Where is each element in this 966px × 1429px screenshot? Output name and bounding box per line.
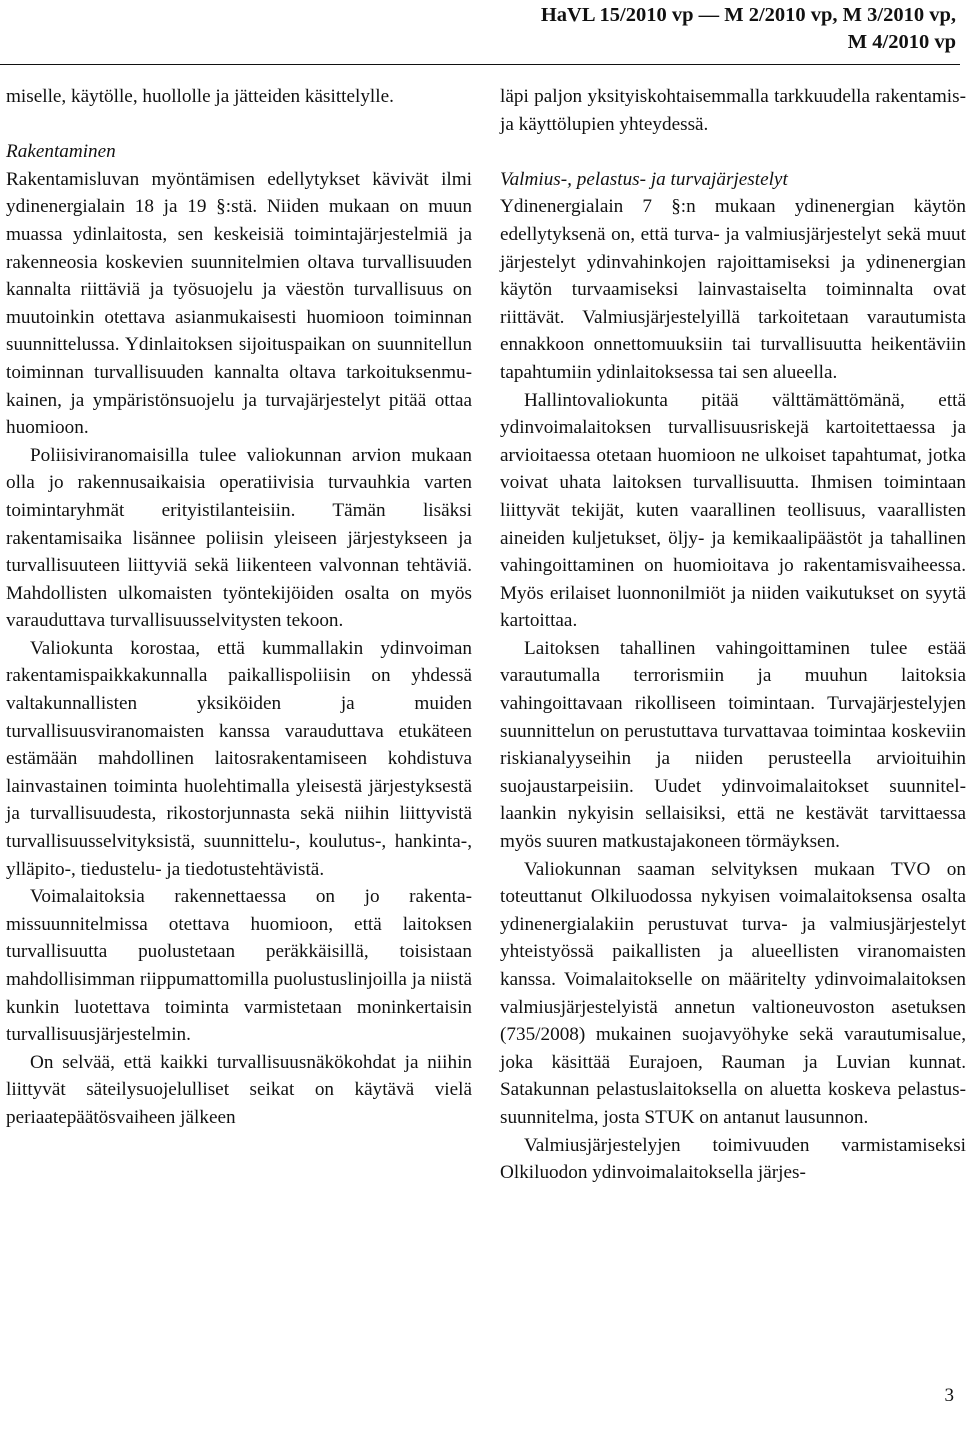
paragraph-poliisiviranomaisilla: Poliisiviranomaisilla tulee valiokunnan arvion mukaan olla jo rakennusaikaisia operatiivisia turvauhkia varten toimintaryhmät erityistilanteisiin. Tämän lisäksi rakentamisaika lisännee poliisin yleiseen järjestykseen ja turvallisuuteen liittyviä sekä liikenteen valvonnan tehtäviä. Mahdollisten ulkomaisten työntekijöiden osalta on myös varauduttava turvallisuusselvitysten tekoon. bbox=[6, 444, 472, 632]
document-header bbox=[396, 2, 956, 56]
paragraph-on-selvaa: On selvää, että kaikki turvallisuusnäkökohdat ja niihin liittyvät säteilysuojelulliset seikat on käytävä vielä periaatepäätösvaiheen jälkeen bbox=[6, 1051, 472, 1128]
paragraph-valiokunnan-saaman: Valiokunnan saaman selvityksen mukaan TVO on toteuttanut Olkiluodossa nykyisen voimalaitoksensa osalta ydinenergialakiin perustuvat turva- ja valmiusjärjestelyt yhteistyössä paikallisten ja alueellisten viranomaisten kanssa. Voimalaitokselle on määritelty ydinvoimalaitoksen valmiusjärjestelyistä annetun valtioneuvoston asetuksen (735/2008) mukainen suojavyöhyke sekä varautumisalue, joka käsittää Eurajoen, Rauman ja Luvian kunnat. Satakunnan pelastuslaitoksella on aluetta koskeva pelastussuunnitelma, josta STUK on antanut lausunnon. bbox=[500, 858, 966, 1128]
paragraph-laitoksen-tahallinen: Laitoksen tahallinen vahingoittaminen tulee estää varautumalla terrorismiin ja muuhun laitoksia vahingoittavaan rikolliseen toimintaan. Turvajärjestelyjen suunnittelun on perustuttava turvattavaa toimintaa koskeviin riskianalyyseihin ja niiden perusteella arvioituihin suojaustarpeisiin. Uudet ydinvoimalaitokset suunnitellaankin nykyisin sellaisiksi, että ne kestävät tarvittaessa myös suuren matkustajakoneen törmäyksen. bbox=[500, 637, 966, 853]
paragraph-hallintovaliokunta: Hallintovaliokunta pitää välttämättömänä, että ydinvoimalaitoksen turvallisuusriskejä kartoitettaessa ja arvioitaessa otetaan huomioon ne ulkoiset tapahtumat, jotka voivat uhata laitoksen turvallisuutta. Ihmisen toimintaan liittyvät tekijät, kuten vaarallinen teollisuus, vaarallisten aineiden kuljetukset, öljy- ja kemikaalipäästöt ja tahallinen vahingoittaminen on huomioitava jo rakentamisvaiheessa. Myös erilaiset luonnonilmiöt ja niiden vaikutukset on syytä kartoittaa. bbox=[500, 389, 966, 632]
paragraph-ydinenergialain: Ydinenergialain 7 §:n mukaan ydinenergian käytön edellytyksenä on, että turva- ja valmiusjärjestelyt sekä muut järjestelyt ydinvahinkojen rajoittamiseksi ja ydinenergian käytön turvaamiseksi lainvastaiselta toiminnalta ovat riittävät. Valmiusjärjestelyillä tarkoitetaan varautumista ennakkoon onnettomuuksiin tai turvallisuutta heikentäviin tapahtumiin ydinlaitoksessa tai sen alueella. bbox=[500, 196, 966, 383]
paragraph-rakentamisluvan: Rakentamisluvan myöntämisen edellytykset kävivät ilmi ydinenergialain 18 ja 19 §:stä. Niiden mukaan on muun muassa ydinlaitosta, sen keskeisiä toimintajärjestelmiä ja rakenneosia koskevien suunnitelmien oltava turvallisuuden kannalta riittäviä ja työsuojelu ja väestön turvallisuus on muutoinkin otettava asianmukaisesti huomioon toiminnan suunnittelussa. Ydinlaitoksen sijoituspaikan on suunnitellun toiminnan turvallisuuden kannalta oltava tarkoituksenmukainen, ja ympäristönsuojelu ja turvajärjestelyt pitää ottaa huomioon. bbox=[6, 168, 472, 439]
header-line-2: M 4/2010 vp bbox=[847, 31, 956, 53]
paragraph-voimalaitoksia: Voimalaitoksia rakennettaessa on jo rakentamissuunnitelmissa otettava huomioon, että laitoksen turvallisuutta puolustetaan peräkkäisillä, toisistaan mahdollisimman riippumattomilla puolustuslinjoilla ja niistä kunkin luotettava toiminta varmistetaan moninkertaisin turvallisuusjärjestelmin. bbox=[6, 886, 472, 1046]
header-line-1: HaVL 15/2010 vp — M 2/2010 vp, M 3/2010 vp, bbox=[540, 4, 956, 26]
right-intro-paragraph: läpi paljon yksityiskohtaisemmalla tarkkuudella rakentamis- ja käyttölupien yhteydessä. bbox=[500, 86, 966, 135]
right-column bbox=[500, 83, 966, 1187]
spacer bbox=[500, 138, 966, 166]
left-column bbox=[6, 83, 472, 1132]
heading-valmius: Valmius-, pelastus- ja turvajärjestelyt bbox=[500, 168, 788, 190]
heading-rakentaminen: Rakentaminen bbox=[6, 141, 116, 163]
page-number: 3 bbox=[944, 1385, 954, 1406]
spacer bbox=[6, 111, 472, 139]
header-rule bbox=[0, 64, 960, 65]
paragraph-valmiusjarjestelyjen: Valmiusjärjestelyjen toimivuuden varmistamiseksi Olkiluodon ydinvoimalaitoksella järjes- bbox=[500, 1134, 966, 1184]
left-intro-paragraph: miselle, käytölle, huollolle ja jätteiden käsittelylle. bbox=[6, 86, 394, 107]
paragraph-valiokunta-korostaa: Valiokunta korostaa, että kummallakin ydinvoiman rakentamispaikkakunnalla paikallispoliisin on yhdessä valtakunnallisten yksiköiden ja muiden turvallisuusviranomaisten kanssa varauduttava etukäteen estämään mahdollinen laitosrakentamiseen kohdistuva lainvastainen toiminta huolehtimalla yleisestä järjestyksestä ja turvallisuudesta, rikostorjunnasta sekä niihin liittyvistä turvallisuusselvityksistä, suunnittelu-, koulutus-, hankinta-, ylläpito-, tiedustelu- ja tiedotustehtävistä. bbox=[6, 637, 472, 880]
